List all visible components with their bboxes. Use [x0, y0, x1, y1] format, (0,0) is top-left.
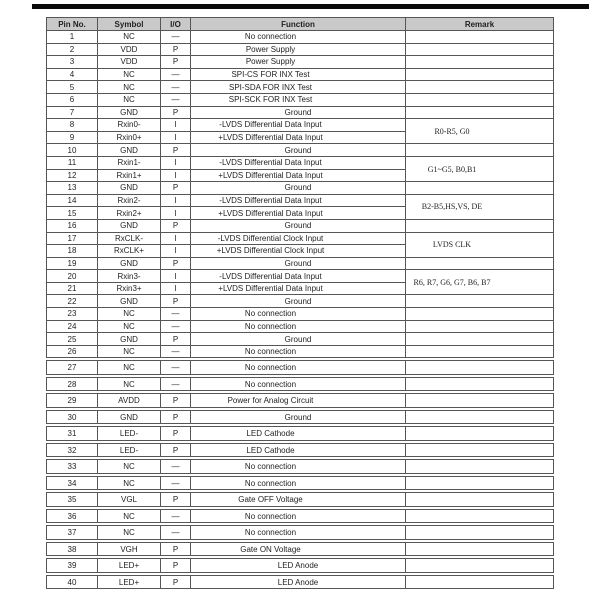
pin-no-cell: 36 — [47, 509, 98, 523]
symbol-cell: GND — [98, 257, 161, 270]
pin-no-cell: 14 — [47, 194, 98, 207]
symbol-cell: NC — [98, 31, 161, 44]
table-row — [47, 361, 554, 375]
function-cell: No connection — [191, 361, 406, 375]
function-cell: +LVDS Differential Data Input — [191, 169, 406, 182]
table-row — [47, 443, 554, 457]
io-cell: P — [161, 333, 191, 346]
symbol-cell: NC — [98, 460, 161, 474]
pin-no-cell: 22 — [47, 295, 98, 308]
function-cell: Ground — [191, 295, 406, 308]
pin-no-cell: 27 — [47, 361, 98, 375]
function-cell: SPI-SDA FOR INX Test — [191, 81, 406, 94]
table-row — [47, 575, 554, 589]
table-row — [47, 542, 554, 556]
io-cell: I — [161, 232, 191, 245]
symbol-cell: NC — [98, 81, 161, 94]
symbol-cell: NC — [98, 320, 161, 333]
symbol-cell: NC — [98, 526, 161, 540]
pin-no-cell: 8 — [47, 119, 98, 132]
symbol-cell: VGH — [98, 542, 161, 556]
function-cell: No connection — [191, 320, 406, 333]
symbol-cell: Rxin0+ — [98, 131, 161, 144]
pin-no-cell: 25 — [47, 333, 98, 346]
function-cell: No connection — [191, 509, 406, 523]
table-row — [47, 56, 554, 69]
symbol-cell: NC — [98, 476, 161, 490]
io-cell: P — [161, 394, 191, 408]
pin-table-fragment — [46, 525, 554, 540]
io-cell: I — [161, 169, 191, 182]
remark-cell — [406, 56, 554, 69]
symbol-cell: RxCLK- — [98, 232, 161, 245]
io-cell: P — [161, 575, 191, 589]
io-cell: P — [161, 106, 191, 119]
remark-cell — [406, 542, 554, 556]
remark-cell — [406, 410, 554, 424]
table-row — [47, 377, 554, 391]
table-row — [47, 219, 554, 232]
io-cell: P — [161, 219, 191, 232]
io-cell: — — [161, 509, 191, 523]
symbol-cell: Rxin1- — [98, 156, 161, 169]
function-cell: Ground — [191, 257, 406, 270]
function-cell: No connection — [191, 377, 406, 391]
pin-table-fragment — [46, 459, 554, 474]
table-row — [47, 308, 554, 321]
pin-table-fragment — [46, 492, 554, 507]
pin-no-cell: 17 — [47, 232, 98, 245]
pin-table-fragment — [46, 443, 554, 458]
function-cell: -LVDS Differential Data Input — [191, 119, 406, 132]
remark-cell: G1~G5, B0,B1 — [406, 156, 554, 181]
function-cell: +LVDS Differential Data Input — [191, 282, 406, 295]
io-cell: P — [161, 182, 191, 195]
pin-no-cell: 10 — [47, 144, 98, 157]
function-cell: SPI-SCK FOR INX Test — [191, 93, 406, 106]
pin-no-cell: 30 — [47, 410, 98, 424]
io-cell: I — [161, 207, 191, 220]
symbol-cell: NC — [98, 68, 161, 81]
io-cell: — — [161, 31, 191, 44]
remark-cell: B2-B5,HS,VS, DE — [406, 194, 554, 219]
pin-no-cell: 29 — [47, 394, 98, 408]
io-cell: P — [161, 144, 191, 157]
table-row — [47, 410, 554, 424]
symbol-cell: Rxin1+ — [98, 169, 161, 182]
pin-table-fragment — [46, 360, 554, 375]
io-cell: P — [161, 427, 191, 441]
remark-cell — [406, 493, 554, 507]
table-row — [47, 43, 554, 56]
remark-cell — [406, 219, 554, 232]
io-cell: — — [161, 526, 191, 540]
io-cell: — — [161, 68, 191, 81]
function-cell: No connection — [191, 308, 406, 321]
table-row — [47, 333, 554, 346]
io-cell: P — [161, 257, 191, 270]
table-row — [47, 526, 554, 540]
table-row — [47, 93, 554, 106]
table-row — [47, 345, 554, 358]
table-row — [47, 320, 554, 333]
io-cell: — — [161, 460, 191, 474]
function-cell: No connection — [191, 460, 406, 474]
io-cell: I — [161, 131, 191, 144]
pin-assignment-table — [46, 17, 553, 589]
remark-cell — [406, 427, 554, 441]
symbol-cell: Rxin3+ — [98, 282, 161, 295]
remark-cell — [406, 559, 554, 573]
function-cell: +LVDS Differential Data Input — [191, 207, 406, 220]
remark-cell — [406, 509, 554, 523]
io-cell: — — [161, 361, 191, 375]
function-cell: Ground — [191, 144, 406, 157]
function-cell: SPI-CS FOR INX Test — [191, 68, 406, 81]
pin-no-cell: 23 — [47, 308, 98, 321]
pin-no-cell: 39 — [47, 559, 98, 573]
symbol-cell: VDD — [98, 43, 161, 56]
symbol-cell: LED- — [98, 443, 161, 457]
table-header-row — [47, 18, 554, 31]
column-header-1: Symbol — [98, 18, 161, 31]
pin-no-cell: 24 — [47, 320, 98, 333]
function-cell: -LVDS Differential Data Input — [191, 270, 406, 283]
remark-cell — [406, 81, 554, 94]
function-cell: -LVDS Differential Data Input — [191, 194, 406, 207]
remark-cell — [406, 43, 554, 56]
pin-no-cell: 12 — [47, 169, 98, 182]
remark-cell — [406, 93, 554, 106]
column-header-3: Function — [191, 18, 406, 31]
function-cell: LED Anode — [191, 575, 406, 589]
pin-no-cell: 38 — [47, 542, 98, 556]
table-row — [47, 295, 554, 308]
remark-cell — [406, 394, 554, 408]
io-cell: — — [161, 345, 191, 358]
symbol-cell: GND — [98, 410, 161, 424]
pin-table-fragment — [46, 377, 554, 392]
table-row — [47, 427, 554, 441]
table-row — [47, 194, 554, 207]
pin-no-cell: 21 — [47, 282, 98, 295]
remark-cell: R0-R5, G0 — [406, 119, 554, 144]
remark-cell — [406, 460, 554, 474]
function-cell: Ground — [191, 333, 406, 346]
io-cell: P — [161, 443, 191, 457]
symbol-cell: GND — [98, 106, 161, 119]
io-cell: — — [161, 377, 191, 391]
function-cell: Ground — [191, 106, 406, 119]
function-cell: Ground — [191, 182, 406, 195]
function-cell: Power Supply — [191, 43, 406, 56]
function-cell: +LVDS Differential Clock Input — [191, 245, 406, 258]
function-cell: -LVDS Differential Data Input — [191, 156, 406, 169]
pin-no-cell: 32 — [47, 443, 98, 457]
symbol-cell: LED+ — [98, 575, 161, 589]
table-row — [47, 476, 554, 490]
table-row — [47, 493, 554, 507]
pin-table-main — [46, 17, 554, 358]
table-row — [47, 106, 554, 119]
io-cell: P — [161, 542, 191, 556]
io-cell: I — [161, 282, 191, 295]
symbol-cell: NC — [98, 345, 161, 358]
remark-cell — [406, 320, 554, 333]
function-cell: LED Anode — [191, 559, 406, 573]
symbol-cell: GND — [98, 333, 161, 346]
symbol-cell: GND — [98, 295, 161, 308]
table-row — [47, 156, 554, 169]
symbol-cell: Rxin2+ — [98, 207, 161, 220]
pin-no-cell: 4 — [47, 68, 98, 81]
symbol-cell: Rxin0- — [98, 119, 161, 132]
io-cell: I — [161, 245, 191, 258]
remark-cell — [406, 361, 554, 375]
function-cell: Power for Analog Circuit — [191, 394, 406, 408]
io-cell: — — [161, 93, 191, 106]
function-cell: +LVDS Differential Data Input — [191, 131, 406, 144]
remark-cell — [406, 333, 554, 346]
pin-table-fragment — [46, 558, 554, 573]
function-cell: LED Cathode — [191, 443, 406, 457]
remark-cell — [406, 345, 554, 358]
top-divider-line — [32, 4, 589, 9]
function-cell: Ground — [191, 219, 406, 232]
pin-no-cell: 9 — [47, 131, 98, 144]
symbol-cell: NC — [98, 377, 161, 391]
table-row — [47, 68, 554, 81]
symbol-cell: NC — [98, 361, 161, 375]
function-cell: Power Supply — [191, 56, 406, 69]
pin-no-cell: 5 — [47, 81, 98, 94]
io-cell: — — [161, 320, 191, 333]
pin-no-cell: 19 — [47, 257, 98, 270]
symbol-cell: NC — [98, 509, 161, 523]
remark-cell: R6, R7, G6, G7, B6, B7 — [406, 270, 554, 295]
remark-cell — [406, 526, 554, 540]
pin-table-fragment — [46, 476, 554, 491]
symbol-cell: GND — [98, 182, 161, 195]
function-cell: Gate OFF Voltage — [191, 493, 406, 507]
function-cell: Ground — [191, 410, 406, 424]
io-cell: — — [161, 81, 191, 94]
pin-table-fragment — [46, 575, 554, 590]
symbol-cell: Rxin2- — [98, 194, 161, 207]
table-row — [47, 232, 554, 245]
symbol-cell: NC — [98, 93, 161, 106]
pin-no-cell: 3 — [47, 56, 98, 69]
pin-no-cell: 18 — [47, 245, 98, 258]
pin-no-cell: 2 — [47, 43, 98, 56]
pin-no-cell: 7 — [47, 106, 98, 119]
remark-cell — [406, 377, 554, 391]
column-header-2: I/O — [161, 18, 191, 31]
pin-no-cell: 6 — [47, 93, 98, 106]
function-cell: No connection — [191, 31, 406, 44]
pin-table-fragment — [46, 393, 554, 408]
io-cell: — — [161, 476, 191, 490]
table-row — [47, 144, 554, 157]
remark-cell — [406, 257, 554, 270]
pin-table-fragment — [46, 410, 554, 425]
remark-cell — [406, 144, 554, 157]
symbol-cell: Rxin3- — [98, 270, 161, 283]
table-row — [47, 460, 554, 474]
pin-no-cell: 11 — [47, 156, 98, 169]
remark-cell — [406, 68, 554, 81]
pin-table-fragment — [46, 542, 554, 557]
remark-cell — [406, 295, 554, 308]
table-row — [47, 182, 554, 195]
remark-cell — [406, 31, 554, 44]
io-cell: P — [161, 493, 191, 507]
pin-no-cell: 26 — [47, 345, 98, 358]
io-cell: P — [161, 295, 191, 308]
column-header-0: Pin No. — [47, 18, 98, 31]
pin-no-cell: 40 — [47, 575, 98, 589]
symbol-cell: LED+ — [98, 559, 161, 573]
function-cell: No connection — [191, 526, 406, 540]
symbol-cell: NC — [98, 308, 161, 321]
table-row — [47, 257, 554, 270]
io-cell: P — [161, 43, 191, 56]
pin-no-cell: 16 — [47, 219, 98, 232]
pin-no-cell: 35 — [47, 493, 98, 507]
io-cell: I — [161, 270, 191, 283]
io-cell: P — [161, 410, 191, 424]
pin-no-cell: 28 — [47, 377, 98, 391]
symbol-cell: GND — [98, 144, 161, 157]
function-cell: LED Cathode — [191, 427, 406, 441]
symbol-cell: AVDD — [98, 394, 161, 408]
table-row — [47, 270, 554, 283]
remark-cell — [406, 575, 554, 589]
remark-cell: LVDS CLK — [406, 232, 554, 257]
remark-cell — [406, 476, 554, 490]
io-cell: — — [161, 308, 191, 321]
column-header-4: Remark — [406, 18, 554, 31]
symbol-cell: GND — [98, 219, 161, 232]
function-cell: Gate ON Voltage — [191, 542, 406, 556]
table-row — [47, 394, 554, 408]
io-cell: I — [161, 156, 191, 169]
io-cell: P — [161, 559, 191, 573]
symbol-cell: LED- — [98, 427, 161, 441]
pin-table-fragment — [46, 509, 554, 524]
table-row — [47, 119, 554, 132]
pin-no-cell: 13 — [47, 182, 98, 195]
remark-cell — [406, 443, 554, 457]
io-cell: I — [161, 194, 191, 207]
pin-no-cell: 1 — [47, 31, 98, 44]
pin-no-cell: 33 — [47, 460, 98, 474]
symbol-cell: VGL — [98, 493, 161, 507]
table-row — [47, 31, 554, 44]
symbol-cell: VDD — [98, 56, 161, 69]
remark-cell — [406, 106, 554, 119]
io-cell: P — [161, 56, 191, 69]
function-cell: No connection — [191, 345, 406, 358]
function-cell: No connection — [191, 476, 406, 490]
pin-no-cell: 20 — [47, 270, 98, 283]
pin-no-cell: 37 — [47, 526, 98, 540]
pin-no-cell: 31 — [47, 427, 98, 441]
remark-cell — [406, 308, 554, 321]
pin-table-fragment-rows — [46, 360, 553, 589]
table-row — [47, 81, 554, 94]
remark-cell — [406, 182, 554, 195]
table-row — [47, 559, 554, 573]
symbol-cell: RxCLK+ — [98, 245, 161, 258]
pin-no-cell: 34 — [47, 476, 98, 490]
table-row — [47, 509, 554, 523]
io-cell: I — [161, 119, 191, 132]
function-cell: -LVDS Differential Clock Input — [191, 232, 406, 245]
pin-no-cell: 15 — [47, 207, 98, 220]
pin-table-fragment — [46, 426, 554, 441]
